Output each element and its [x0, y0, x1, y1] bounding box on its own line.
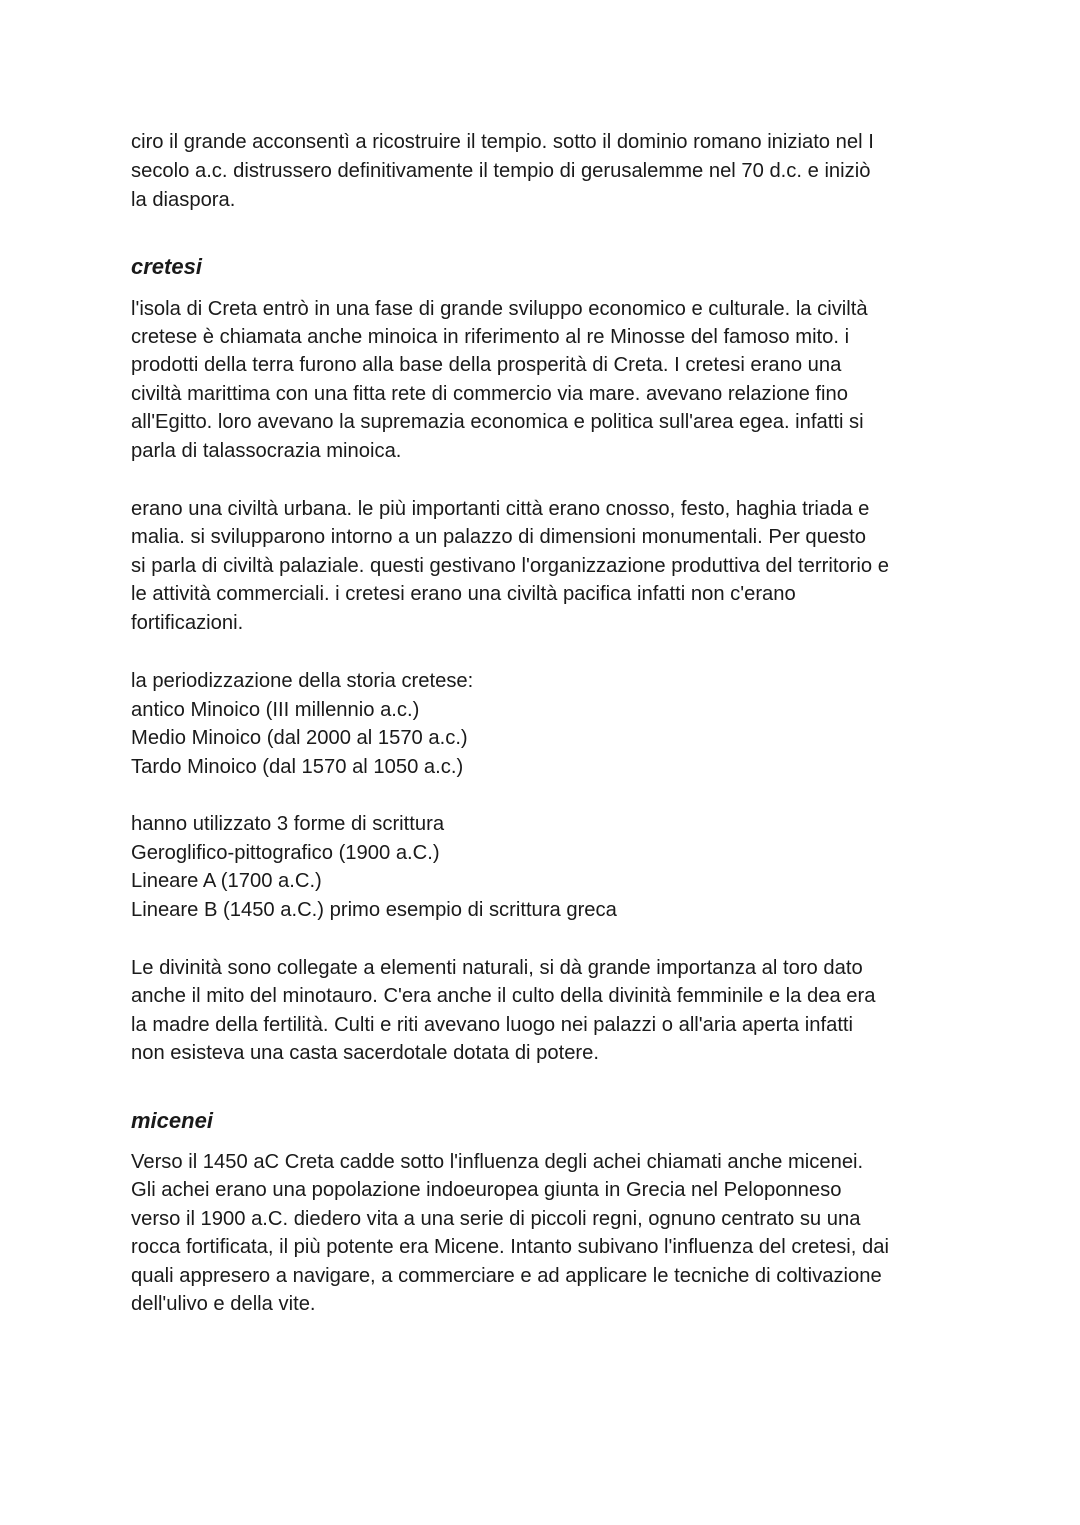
periodization-line: Tardo Minoico (dal 1570 al 1050 a.c.): [131, 756, 464, 778]
paragraph-line: all'Egitto. loro avevano la supremazia economica e politica sull'area egea. infatti si: [131, 411, 864, 433]
periodization-line: la periodizzazione della storia cretese:: [131, 670, 474, 692]
paragraph-line: fortificazioni.: [131, 612, 244, 634]
paragraph-line: la madre della fertilità. Culti e riti avevano luogo nei palazzi o all'aria aperta infatti: [131, 1014, 854, 1036]
intro-line: la diaspora.: [131, 189, 236, 211]
periodization-line: Medio Minoico (dal 2000 al 1570 a.c.): [131, 727, 468, 749]
intro-line: ciro il grande acconsentì a ricostruire il tempio. sotto il dominio romano iniziato nel I: [131, 131, 874, 153]
paragraph-line: Gli achei erano una popolazione indoeuropea giunta in Grecia nel Peloponneso: [131, 1179, 842, 1201]
paragraph-line: Verso il 1450 aC Creta cadde sotto l'influenza degli achei chiamati anche micenei.: [131, 1151, 864, 1173]
periodization-line: antico Minoico (III millennio a.c.): [131, 699, 420, 721]
paragraph-line: dell'ulivo e della vite.: [131, 1293, 316, 1315]
paragraph-line: anche il mito del minotauro. C'era anche il culto della divinità femminile e la dea era: [131, 985, 876, 1007]
writing-line: hanno utilizzato 3 forme di scrittura: [131, 813, 445, 835]
paragraph-line: malia. si svilupparono intorno a un palazzo di dimensioni monumentali. Per questo: [131, 526, 867, 548]
paragraph-line: le attività commerciali. i cretesi erano una civiltà pacifica infatti non c'erano: [131, 583, 796, 605]
writing-line: Geroglifico-pittografico (1900 a.C.): [131, 842, 440, 864]
paragraph-line: si parla di civiltà palaziale. questi gestivano l'organizzazione produttiva del territorio e: [131, 555, 889, 577]
paragraph-line: cretese è chiamata anche minoica in riferimento al re Minosse del famoso mito. i: [131, 326, 850, 348]
section-heading-cretesi: cretesi: [131, 254, 202, 279]
paragraph-line: l'isola di Creta entrò in una fase di grande sviluppo economico e culturale. la civiltà: [131, 298, 868, 320]
paragraph-line: prodotti della terra furono alla base della prosperità di Creta. I cretesi erano una: [131, 354, 842, 376]
paragraph-line: parla di talassocrazia minoica.: [131, 440, 402, 462]
paragraph-line: erano una civiltà urbana. le più importanti città erano cnosso, festo, haghia triada e: [131, 498, 870, 520]
paragraph-line: quali appresero a navigare, a commerciare e ad applicare le tecniche di coltivazione: [131, 1265, 882, 1287]
paragraph-line: civiltà marittima con una fitta rete di commercio via mare. avevano relazione fino: [131, 383, 848, 405]
paragraph-line: verso il 1900 a.C. diedero vita a una serie di piccoli regni, ognuno centrato su una: [131, 1208, 861, 1230]
writing-line: Lineare A (1700 a.C.): [131, 870, 322, 892]
paragraph-line: non esisteva una casta sacerdotale dotata di potere.: [131, 1042, 599, 1064]
writing-line: Lineare B (1450 a.C.) primo esempio di scrittura greca: [131, 899, 617, 921]
paragraph-line: rocca fortificata, il più potente era Micene. Intanto subivano l'influenza del cretesi, dai: [131, 1236, 889, 1258]
paragraph-line: Le divinità sono collegate a elementi naturali, si dà grande importanza al toro dato: [131, 957, 863, 979]
section-heading-micenei: micenei: [131, 1108, 213, 1133]
intro-line: secolo a.c. distrussero definitivamente il tempio di gerusalemme nel 70 d.c. e iniziò: [131, 160, 871, 182]
